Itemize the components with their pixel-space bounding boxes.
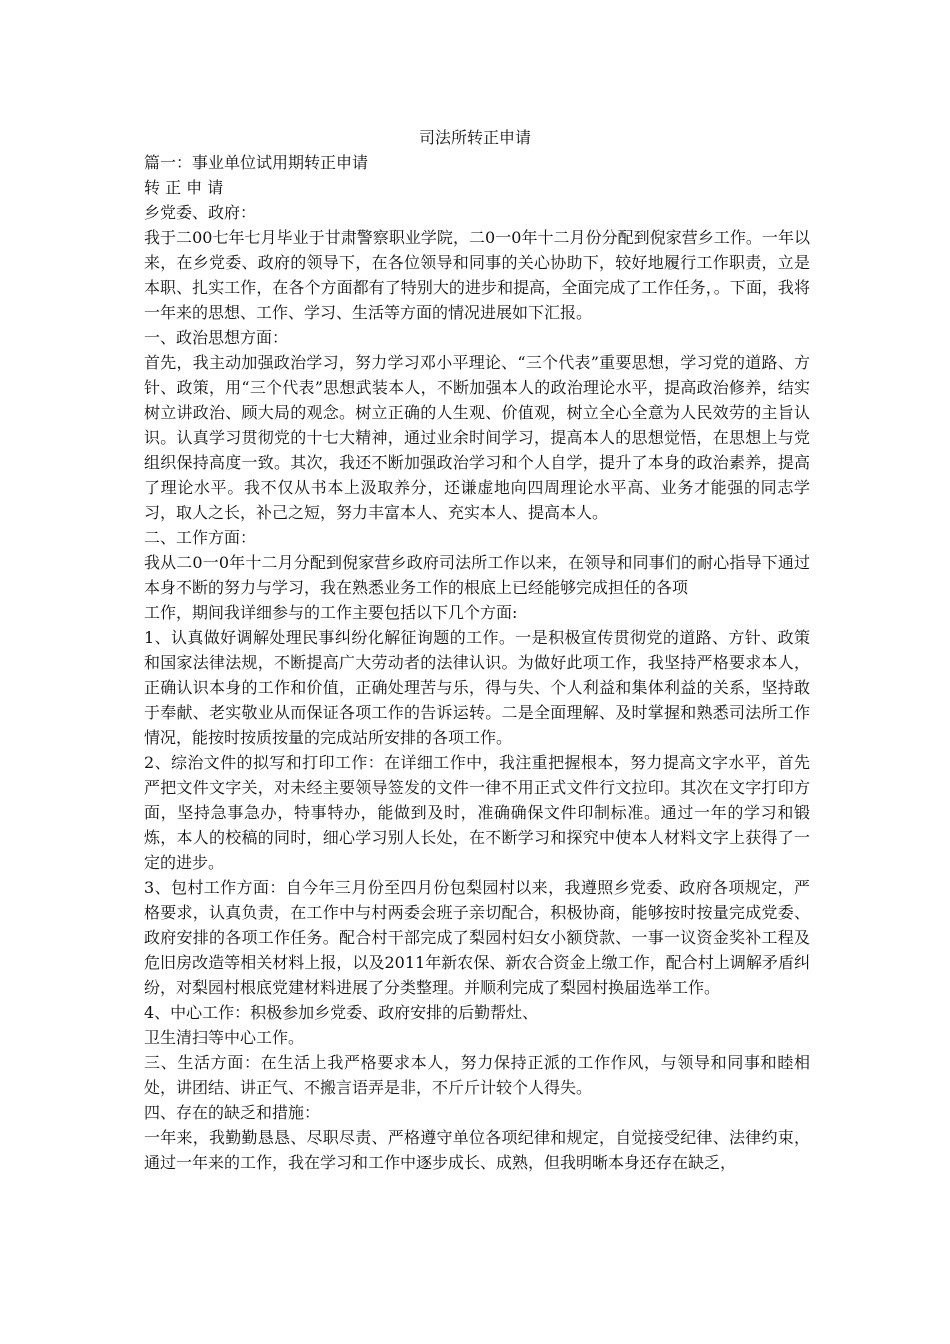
paragraph: 工作，期间我详细参与的工作主要包括以下几个方面: xyxy=(144,603,518,622)
paragraph: 三、生活方面：在生活上我严格要求本人，努力保持正派的工作作风，与领导和同事和睦相处，讲团结、讲正气、不搬言语弄是非，不斤斤计较个人得失。 xyxy=(144,1053,810,1097)
paragraph: 首先，我主动加强政治学习，努力学习邓小平理论、“三个代表”重要思想，学习党的道路、方针、政策，用“三个代表”思想武装本人，不断加强本人的政治理论水平，提高政治修养，结实树立讲政治、顾大局的观念。树立正确的人生观、价值观，树立全心全意为人民效劳的主旨认识。认真学习贯彻党的十七大精神，通过业余时间学习，提高本人的思想觉悟，在思想上与党组织保持高度一致。其次，我还不断加强政治学习和个人自学，提升了本身的政治素养，提高了理论水平。我不仅从书本上汲取养分，还谦虚地向四周理论水平高、业务才能强的同志学习，取人之长，补己之短，努力丰富本人、充实本人、提高本人。 xyxy=(144,353,810,522)
paragraph: 乡党委、政府： xyxy=(144,203,257,222)
paragraph: 篇一：事业单位试用期转正申请 xyxy=(144,153,369,172)
paragraph: 4、中心工作：积极参加乡党委、政府安排的后勤帮灶、 xyxy=(144,1003,539,1022)
section-heading: 四、存在的缺乏和措施： xyxy=(144,1103,321,1122)
section-heading: 二、工作方面： xyxy=(144,528,257,547)
paragraph: 1、认真做好调解处理民事纠纷化解征询题的工作。一是积极宣传贯彻党的道路、方针、政策和国家法律法规，不断提高广大劳动者的法律认识。为做好此项工作，我坚持严格要求本人，正确认识本身的工作和价值，正确处理苦与乐，得与失、个人利益和集体利益的关系，坚持敢于奉献、老实敬业从而保证各项工作的告诉运转。二是全面理解、及时掌握和熟悉司法所工作情况，能按时按质按量的完成站所安排的各项工作。 xyxy=(144,628,810,747)
paragraph: 我从二0一0年十二月分配到倪家营乡政府司法所工作以来，在领导和同事们的耐心指导下通过本身不断的努力与学习，我在熟悉业务工作的根底上已经能够完成担任的各项 xyxy=(144,553,810,597)
section-heading: 一、政治思想方面： xyxy=(144,328,289,347)
document-title: 司法所转正申请 xyxy=(418,128,531,147)
paragraph: 卫生清扫等中心工作。 xyxy=(144,1028,305,1047)
paragraph: 转 正 申 请 xyxy=(144,178,224,197)
paragraph: 一年来，我勤勤恳恳、尽职尽责、严格遵守单位各项纪律和规定，自觉接受纪律、法律约束，通过一年来的工作，我在学习和工作中逐步成长、成熟，但我明晰本身还存在缺乏， xyxy=(144,1128,810,1172)
paragraph: 2、综治文件的拟写和打印工作：在详细工作中，我注重把握根本，努力提高文字水平，首先严把文件文字关，对未经主要领导签发的文件一律不用正式文件行文拉印。其次在文字打印方面，坚持急事急办，特事特办，能做到及时，准确确保文件印制标准。通过一年的学习和锻炼，本人的校稿的同时，细心学习别人长处，在不断学习和探究中使本人材料文字上获得了一定的进步。 xyxy=(144,753,810,872)
paragraph: 3、包村工作方面：自今年三月份至四月份包梨园村以来，我遵照乡党委、政府各项规定，严格要求，认真负责，在工作中与村两委会班子亲切配合，积极协商，能够按时按量完成党委、政府安排的各项工作任务。配合村干部完成了梨园村妇女小额贷款、一事一议资金奖补工程及危旧房改造等相关材料上报，以及2011年新农保、新农合资金上缴工作，配合村上调解矛盾纠纷，对梨园村根底党建材料进展了分类整理。并顺利完成了梨园村换届选举工作。 xyxy=(144,878,810,997)
document-body xyxy=(144,150,810,1175)
paragraph: 我于二00七年七月毕业于甘肃警察职业学院，二0一0年十二月份分配到倪家营乡工作。一年以来，在乡党委、政府的领导下，在各位领导和同事的关心协助下，较好地履行工作职责，立是本职、扎实工作，在各个方面都有了特别大的进步和提高，全面完成了工作任务，。下面，我将一年来的思想、工作、学习、生活等方面的情况进展如下汇报。 xyxy=(144,228,810,322)
